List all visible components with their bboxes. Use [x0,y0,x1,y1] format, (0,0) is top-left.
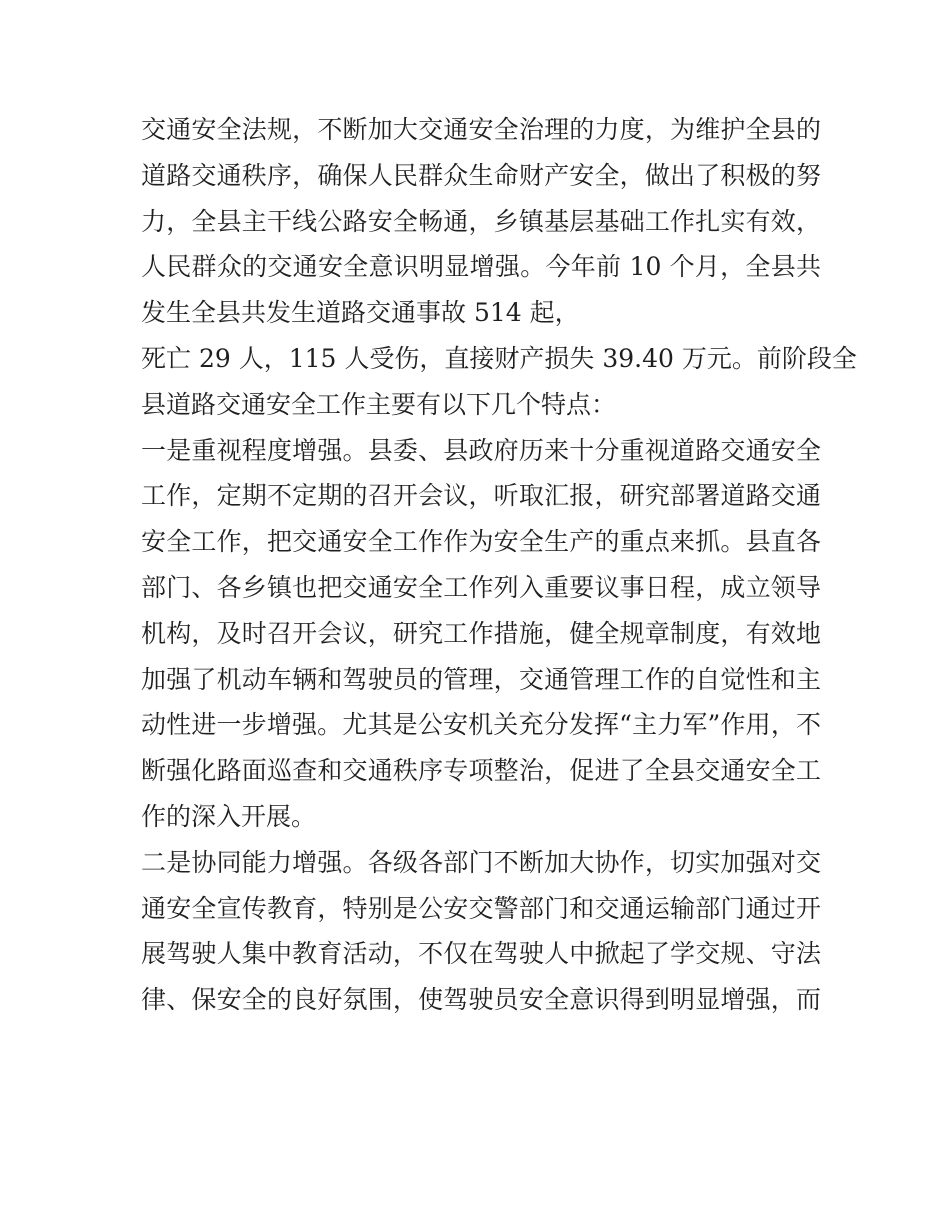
text-line: 道路交通秩序，确保人民群众生命财产安全，做出了积极的努 [141,160,821,190]
text-line: 作的深入开展。 [141,801,317,831]
text-line: 断强化路面巡查和交通秩序专项整治，促进了全县交通安全工 [141,756,821,786]
text-line: 发生全县共发生道路交通事故 514 起， [141,298,580,328]
body-text [141,107,857,1023]
text-line: 安全工作，把交通安全工作作为安全生产的重点来抓。县直各 [141,527,821,557]
text-line: 一是重视程度增强。县委、县政府历来十分重视道路交通安全 [141,435,821,465]
text-line: 力，全县主干线公路安全畅通，乡镇基层基础工作扎实有效， [141,206,821,236]
text-line: 交通安全法规，不断加大交通安全治理的力度，为维护全县的 [141,115,821,144]
text-line: 县道路交通安全工作主要有以下几个特点： [141,389,617,419]
text-line: 死亡 29 人，115 人受伤，直接财产损失 39.40 万元。前阶段全 [141,343,857,373]
text-line: 加强了机动车辆和驾驶员的管理，交通管理工作的自觉性和主 [141,664,821,694]
text-line: 动性进一步增强。尤其是公安机关充分发挥“主力军”作用，不 [141,710,821,740]
text-line: 通安全宣传教育，特别是公安交警部门和交通运输部门通过开 [141,893,821,923]
text-line: 律、保安全的良好氛围，使驾驶员安全意识得到明显增强，而 [141,985,821,1015]
text-line: 人民群众的交通安全意识明显增强。今年前 10 个月，全县共 [141,252,821,282]
text-line: 工作，定期不定期的召开会议，听取汇报，研究部署道路交通 [141,481,821,511]
text-line: 机构，及时召开会议，研究工作措施，健全规章制度，有效地 [141,618,821,648]
text-line: 二是协同能力增强。各级各部门不断加大协作，切实加强对交 [141,847,821,877]
text-line: 部门、各乡镇也把交通安全工作列入重要议事日程，成立领导 [141,572,821,602]
text-line: 展驾驶人集中教育活动，不仅在驾驶人中掀起了学交规、守法 [141,939,821,969]
